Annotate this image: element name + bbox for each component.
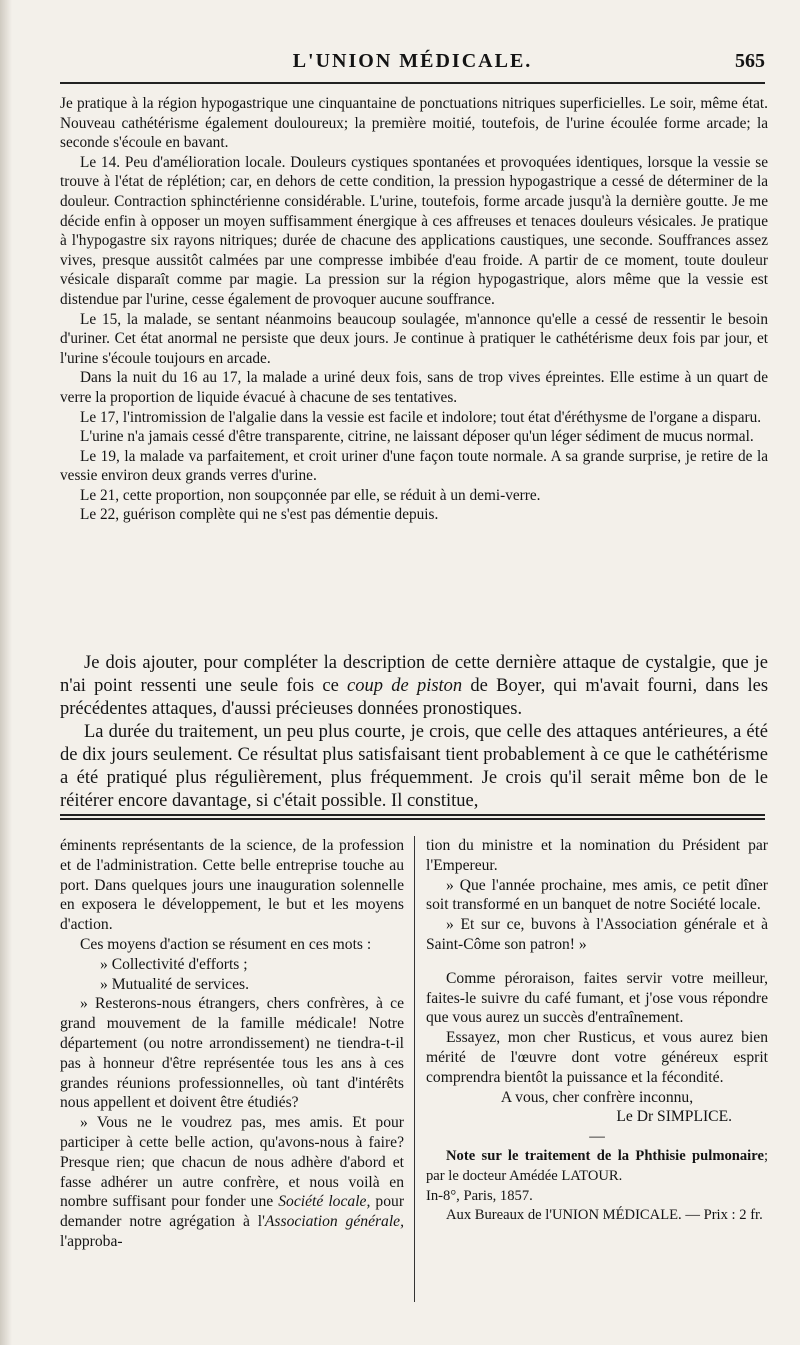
case-paragraph: Le 17, l'intromission de l'algalie dans la vessie est facile et indolore; tout état d'éréthysme de l'organe a disparu. (80, 408, 762, 426)
case-paragraph: Le 21, cette proportion, non soupçonnée par elle, se réduit à un demi-verre. (80, 486, 541, 504)
case-paragraph: Dans la nuit du 16 au 17, la malade a uriné deux fois, sans de trop vives épreintes. Elle estime à un quart de verre la proportion de liquide évacué à chacune de ses tentatives. (60, 369, 768, 406)
main-text-section (60, 652, 768, 813)
column-paragraph: » Vous ne le voudrez pas, mes amis. Et pour participer à cette belle action, qu'avons-nous à faire? Presque rien; que chacun de nous adhère d'abord et fasse adhérer un autre confrère, et nous voilà en nombre suffisant pour fonder une Société locale, pour demander notre agrégation à l'Association générale, l'approba- (60, 1114, 405, 1250)
spacer (426, 955, 768, 969)
emphasis: coup de piston (347, 676, 463, 696)
column-paragraph: Ces moyens d'action se résument en ces mots : (80, 935, 372, 953)
case-paragraph: Le 14. Peu d'amélioration locale. Douleurs cystiques spontanées et provoquées identiques, lorsque la vessie se trouve à l'état de réplétion; car, en dehors de cette condition, la pression hypogastrique a cessé de déterminer de la douleur. Contraction sphinctérienne considérable. L'urine, toutefois, forme arcade jusqu'à la dernière goutte. Je me décide enfin à opposer un moyen suffisamment énergique à ces affreuses et tenaces douleurs vésicales. Je pratique à l'hypogastre six rayons nitriques; durée de chacune des applications caustiques, une seconde. Souffrances assez vives, presque aussitôt calmées par une compresse imbibée d'eau froide. A partir de ce moment, toute douleur vésicale disparaît comme par magie. La pression sur la région hypogastrique, alors même que la vessie est distendue par l'urine, cesse également de provoquer aucune souffrance. (60, 153, 768, 308)
case-paragraph: Le 19, la malade va parfaitement, et croit uriner d'une façon toute normale. A sa grande surprise, je retire de la vessie environ deux grands verres d'urine. (60, 447, 768, 485)
body-paragraph: La durée du traitement, un peu plus courte, je crois, que celle des attaques antérieures, a été de dix jours seulement. Ce résultat plus satisfaisant tient probablement à ce que le cathétérisme a été pratiqué plus régulièrement, plus fréquemment. Je crois qu'il serait même bon de le réitérer encore davantage, si c'était possible. Il constitue, (60, 722, 768, 811)
dash-divider: — (589, 1128, 605, 1146)
page-edge-shadow (0, 0, 12, 1345)
case-paragraph: Je pratique à la région hypogastrique une cinquantaine de ponctuations nitriques superficielles. Le soir, même état. Nouveau cathétérisme également douloureux; la première moitié, toutefois, de l'urine écoulée forme arcade; la seconde s'écoule en bavant. (60, 95, 768, 152)
book-publication: In-8°, Paris, 1857. (426, 1187, 533, 1204)
book-author: ; par le docteur Amédée LATOUR. (426, 1147, 768, 1184)
column-paragraph: éminents représentants de la science, de la profession et de l'administration. Cette belle entreprise touche au port. Dans quelques jours une inauguration solennelle en exposera le développement, le but et les moyens d'action. (60, 837, 404, 934)
list-item: » Mutualité de services. (100, 975, 249, 993)
column-paragraph: » Et sur ce, buvons à l'Association générale et à Saint-Côme son patron! » (426, 916, 768, 953)
column-divider (414, 836, 415, 1302)
page-number: 565 (735, 50, 765, 72)
journal-title: L'UNION MÉDICALE. (292, 50, 533, 72)
feuilleton-right-column (426, 836, 768, 1226)
list-item: » Collectivité d'efforts ; (100, 955, 248, 973)
column-paragraph: Comme péroraison, faites servir votre meilleur, faites-le suivre du café fumant, et j'ose vous répondre que vous aurez un succès d'entraînement. (426, 969, 768, 1027)
signature: Le Dr SIMPLICE. (616, 1108, 732, 1126)
column-paragraph: Essayez, mon cher Rusticus, et vous aurez bien mérité de l'œuvre dont votre généreux esprit comprendra bientôt la puissance et la fécondité. (426, 1029, 768, 1086)
closing-line: A vous, cher confrère inconnu, (500, 1088, 694, 1106)
column-paragraph: » Resterons-nous étrangers, chers confrères, à ce grand mouvement de la famille médicale! Notre département (ou notre arrondissement) ne tiendra-t-il pas à honneur d'être représentée tous les ans à ces grandes réunions professionnelles, où tant d'intérêts nous appellent et doivent être étudiés? (60, 995, 404, 1112)
body-paragraph: Je dois ajouter, pour compléter la description de cette dernière attaque de cystalgie, que je n'ai point ressenti une seule fois ce coup de piston de Boyer, qui m'avait fourni, dans les précédentes attaques, d'aussi précieuses données pronostiques. (60, 653, 769, 719)
book-notice (426, 1147, 768, 1187)
column-paragraph: » Que l'année prochaine, mes amis, ce petit dîner soit transformé en un banquet de notre Société locale. (426, 876, 768, 914)
feuilleton-separator (60, 814, 765, 820)
header-rule (60, 82, 765, 84)
book-title: Note sur le traitement de la Phthisie pulmonaire (446, 1147, 764, 1164)
running-header (60, 44, 765, 78)
case-paragraph: L'urine n'a jamais cessé d'être transparente, citrine, ne laissant déposer qu'un léger sédiment de mucus normal. (80, 428, 754, 446)
case-notes-section (60, 94, 768, 525)
column-paragraph: tion du ministre et la nomination du Président par l'Empereur. (426, 837, 768, 874)
book-price: Aux Bureaux de l'UNION MÉDICALE. — Prix : 2 fr. (446, 1207, 763, 1224)
feuilleton-left-column (60, 836, 404, 1252)
emphasis: Association générale, (264, 1213, 405, 1231)
case-paragraph: Le 22, guérison complète qui ne s'est pas démentie depuis. (80, 506, 439, 524)
emphasis: Société locale, (278, 1193, 371, 1211)
case-paragraph: Le 15, la malade, se sentant néanmoins beaucoup soulagée, m'annonce qu'elle a cessé de ressentir le besoin d'uriner. Cet état anormal ne persiste que deux jours. Je continue à pratiquer le cathétérisme deux fois par jour, et l'urine s'écoule toujours en arcade. (60, 310, 768, 367)
